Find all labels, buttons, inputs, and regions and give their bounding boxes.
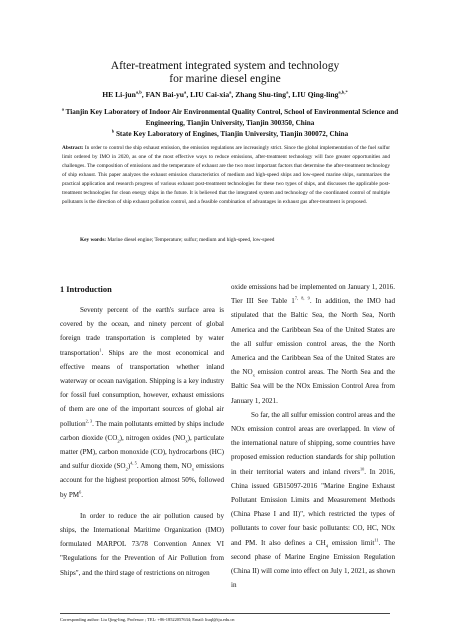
citation: 1 — [99, 347, 102, 353]
affiliation-b — [60, 129, 400, 140]
citation: 10 — [360, 466, 365, 472]
subscript: 2 — [125, 466, 128, 472]
text-run: . Ships are the most economical and effective means of transportation whether inland waterway or ocean navigation. Shipping is a key industry for fossil fuel consumption, however, exhaust emissions of them are one of the important sources of global air pollution — [60, 348, 224, 428]
author-list — [0, 90, 450, 99]
author-name: FAN Bai-yu — [145, 90, 185, 99]
left-column — [60, 303, 224, 580]
author-mark: a — [229, 89, 232, 95]
text-run: emission limit — [328, 538, 375, 547]
text-run: oxide emissions had be implemented on January 1, 2016. Tier III See Table 1 — [231, 283, 395, 306]
text-run: So far, the all sulfur emission control areas and the NOx emission control areas are overlapped. In view of the international nature of shipping, some countries have proposed emission reduction standards for ship pollution in their territorial waters and inland rivers — [231, 410, 395, 476]
text-run: emissions account for the highest proportion almost 50%, followed by PM — [60, 462, 225, 499]
title-line-1: After-treatment integrated system and technology — [110, 60, 340, 72]
subscript: 4 — [325, 543, 329, 549]
paragraph: In order to reduce the air pollution caused by ships, the International Maritime Organization (IMO) formulated MARPOL 73/78 Convention Annex VI "Regulations for the Prevention of Air Pollution from Ships", and the third stage of restrictions on nitrogen — [60, 511, 224, 577]
paper-title — [0, 60, 450, 86]
text-run: ), nitrogen oxides (NO — [119, 433, 186, 442]
abstract — [62, 144, 390, 207]
text-run: . In 2016, China issued GB15097-2016 "Marine Engine Exhaust Pollutant Emission Limits and Measurement Methods (China Phase I and II)", which restricted the types of pollutants to cover four basic pollutants: CO, HC, NOx and PM. It also defines a CH — [231, 467, 395, 547]
subscript: 2 — [117, 438, 120, 444]
affiliation-mark: b — [111, 128, 115, 134]
text-run: ), particulate matter (PM), carbon monoxide (CO), hydrocarbons (HC) and sulfur dioxide (SO — [60, 433, 224, 471]
author-separator: , — [186, 90, 191, 99]
author-name: LIU Cai-xia — [190, 90, 230, 99]
subscript: x — [191, 466, 195, 472]
author-separator: , — [141, 90, 146, 99]
footnote-rule — [60, 613, 390, 614]
paragraph — [231, 408, 395, 593]
affiliation-mark: a — [61, 106, 64, 112]
author-name: LIU Qing-ling — [292, 90, 339, 99]
subscript: x — [185, 438, 188, 444]
citation: 2, 3 — [85, 418, 93, 424]
author-mark: a,b,* — [338, 89, 348, 95]
text-run: . The second phase of Marine Engine Emission Regulation (China II) will come into effect on July 1, 2021, as shown in — [231, 538, 396, 590]
abstract-label: Abstract: — [62, 145, 84, 151]
paragraph — [231, 280, 395, 408]
author-name: Zhang Shu-ting — [235, 90, 287, 99]
citation: 7, 8, 9 — [294, 295, 310, 301]
abstract-text: In order to control the ship exhaust emission, the emission regulations are increasingly strict. Since the global implementation of the fuel sulfur limit ordered by IMO in 2020, as one of the most effective ways to reduce emissions, after-treatment technology will face greater opportunities and challenges. The composition of emissions and the temperature of exhaust are the two most important factors that determine the after-treatment technology of ship exhaust. This paper analyzes the exhaust emission characteristics of medium and high-speed ships and low-speed marine ships, summarizes the practical application and research progress of various exhaust post-treatment technologies for these two types of ships, and discusses the applicable post-treatment technologies for clean energy ships in the future. It is believed that the integrated system and technology of the coordinated control of multiple pollutants is the direction of ship exhaust pollution control, and a feasible combination of advantages in exhaust gas after-treatment is proposed. — [62, 145, 390, 205]
text-run: emission control areas. The North Sea and the Baltic Sea will be the NOx Emission Control Area from January 1, 2021. — [231, 368, 395, 405]
affiliation-text: Tianjin Key Laboratory of Indoor Air Environmental Quality Control, School of Environmental Science and Engineering, Tianjin University, Tianjin 300350, China — [65, 108, 399, 127]
citation: 6 — [79, 489, 82, 495]
text-run: . — [81, 490, 84, 499]
keywords-label: Key words: — [80, 237, 107, 243]
paragraph — [60, 303, 224, 502]
citation: 11 — [374, 537, 379, 543]
affiliation-a — [60, 107, 400, 128]
author-mark: a — [184, 89, 187, 95]
text-run: . In addition, the IMO had stipulated that the Baltic Sea, the North Sea, North America and the Caribbean Sea of the United States are the all sulfur emission control areas, the the North America and the Caribbean Sea of the United States are the NO — [231, 297, 396, 377]
text-run: Seventy percent of the earth's surface area is covered by the ocean, and ninety percent of global foreign trade transportation is completed by water transportation — [60, 306, 224, 357]
author-mark: a — [286, 89, 289, 95]
title-line-2: for marine diesel engine — [169, 73, 281, 85]
citation: 4, 5 — [130, 460, 137, 466]
keywords-text: Marine diesel engine; Temperature; sulfur; medium and high-speed, low-speed — [107, 237, 275, 243]
author-separator: , — [231, 90, 236, 99]
right-column — [231, 280, 395, 592]
author-mark: a,b — [135, 89, 142, 95]
subscript: x — [252, 372, 255, 378]
footnote: Corresponding author: Liu Qing-ling, Professor ; TEL: +86-18522057634; Email: liuql@tju.edu.cn — [60, 617, 235, 622]
text-run: . Among them, NO — [136, 462, 192, 471]
text-run: . The main pollutants emitted by ships include carbon dioxide (CO — [60, 419, 225, 442]
author-separator: , — [288, 90, 293, 99]
affiliation-text: State Key Laboratory of Engines, Tianjin University, Tianjin 300072, China — [115, 130, 349, 138]
text-run: ) — [127, 462, 131, 471]
author-name: HE Li-jun — [102, 90, 136, 99]
section-heading: 1 Introduction — [60, 285, 112, 294]
keywords — [80, 236, 390, 244]
